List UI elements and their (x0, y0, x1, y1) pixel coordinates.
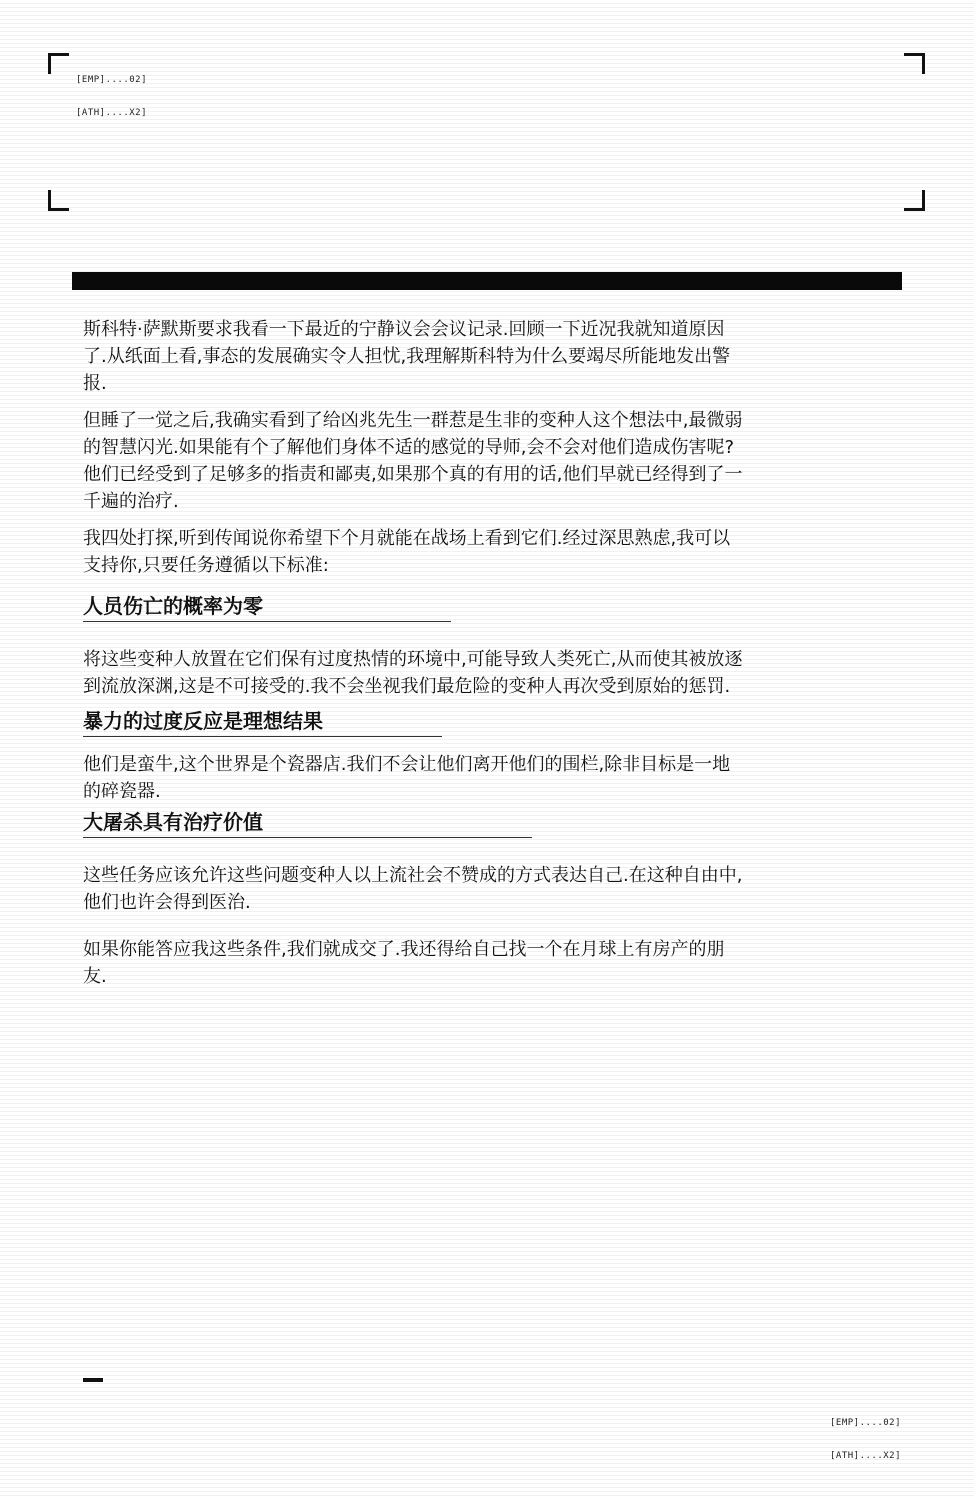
paragraph-3: 我四处打探,听到传闻说你希望下个月就能在战场上看到它们.经过深思熟虑,我可以支持你,只要任务遵循以下标准: (83, 528, 731, 576)
header-code-line-1: [EMP]....02] (76, 75, 148, 85)
header-code-line-2: [ATH]....X2] (76, 108, 148, 118)
header-bar (72, 272, 902, 290)
paragraph-1: 斯科特·萨默斯要求我看一下最近的宁静议会会议记录.回顾一下近况我就知道原因了.从纸面上看,事态的发展确实令人担忧,我理解斯科特为什么要竭尽所能地发出警报. (83, 319, 731, 394)
corner-mark-top-right (904, 53, 925, 74)
corner-mark-top-left (48, 53, 69, 74)
paragraph-4: 将这些变种人放置在它们保有过度热情的环境中,可能导致人类死亡,从而使其被放逐到流放深渊,这是不可接受的.我不会坐视我们最危险的变种人再次受到原始的惩罚. (83, 649, 743, 697)
paragraph-5: 他们是蛮牛,这个世界是个瓷器店.我们不会让他们离开他们的围栏,除非目标是一地的碎瓷器. (83, 754, 731, 802)
footer-code (830, 1396, 901, 1473)
header-code (76, 53, 147, 130)
paragraph-6: 这些任务应该允许这些问题变种人以上流社会不赞成的方式表达自己.在这种自由中,他们也许会得到医治. (83, 865, 743, 913)
heading-violent-overreaction: 暴力的过度反应是理想结果 (83, 708, 442, 737)
paragraph-7: 如果你能答应我这些条件,我们就成交了.我还得给自己找一个在月球上有房产的朋友. (83, 939, 725, 987)
heading-therapeutic-value: 大屠杀具有治疗价值 (83, 809, 532, 838)
paragraph-2: 但睡了一觉之后,我确实看到了给凶兆先生一群惹是生非的变种人这个想法中,最微弱的智慧闪光.如果能有个了解他们身体不适的感觉的导师,会不会对他们造成伤害呢?他们已经受到了足够多的指责和鄙夷,如果那个真的有用的话,他们早就已经得到了一千遍的治疗. (83, 410, 743, 512)
page-marker-dash (83, 1378, 103, 1382)
footer-code-line-2: [ATH]....X2] (830, 1451, 902, 1461)
corner-mark-bottom-right (904, 190, 925, 211)
letter-body (83, 316, 748, 990)
footer-code-line-1: [EMP]....02] (830, 1418, 902, 1428)
heading-zero-casualties: 人员伤亡的概率为零 (83, 593, 451, 622)
corner-mark-bottom-left (48, 190, 69, 211)
